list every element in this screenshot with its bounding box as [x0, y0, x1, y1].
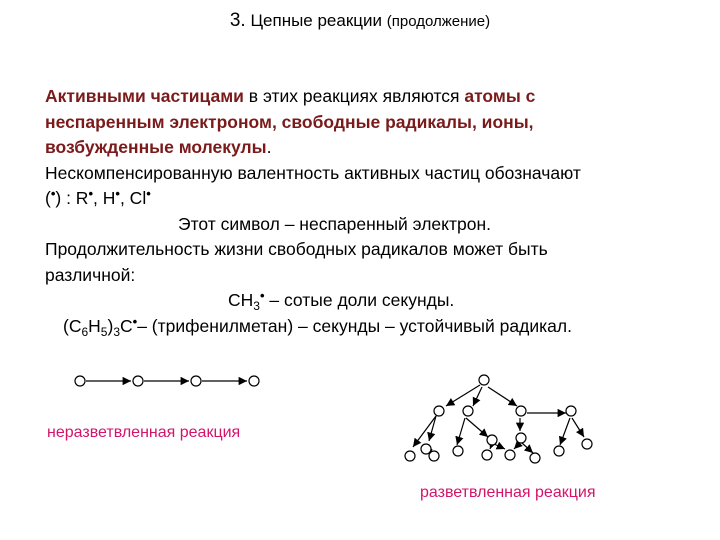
- caption-unbranched-reaction: неразветвленная реакция: [47, 424, 241, 441]
- tree-node: [482, 450, 492, 460]
- radical-dot: •: [50, 186, 56, 201]
- term-atoms: атомы с: [464, 86, 536, 106]
- tree-node: [516, 406, 526, 416]
- title-number: 3.: [229, 10, 246, 31]
- tree-node: [554, 446, 564, 456]
- radical-dot-cl: •: [146, 186, 151, 201]
- text-cl: , Cl: [119, 188, 147, 208]
- text-ch3-rest: – сотые доли секунды.: [264, 290, 455, 310]
- branched-chain-diagram: [405, 375, 592, 463]
- tree-edge: [413, 416, 436, 447]
- line-4: Нескомпенсированную валентность активных частиц обозначают: [45, 162, 581, 183]
- text-l3-end: .: [266, 137, 272, 157]
- tree-edge: [560, 418, 570, 445]
- unbranched-chain-diagram: [75, 376, 259, 386]
- caption-branched-reaction: разветвленная реакция: [420, 484, 596, 501]
- formula-sub5: 5: [100, 324, 108, 339]
- chain-node-4: [249, 376, 259, 386]
- radical-dot-trif: •: [132, 313, 138, 329]
- tree-node: [566, 406, 576, 416]
- line-2: неспаренным электроном, свободные радикалы, ионы,: [45, 111, 534, 132]
- title-sub: (продолжение): [386, 13, 491, 30]
- term-active-particles: Активными частицами: [45, 86, 244, 106]
- tree-edge: [514, 443, 520, 449]
- tree-node: [405, 451, 415, 461]
- line-8: различной:: [45, 264, 136, 285]
- tree-node: [434, 406, 444, 416]
- radical-dot-ch3: •: [259, 288, 265, 303]
- tree-edge: [473, 387, 482, 406]
- title-main: Цепные реакции: [250, 11, 383, 30]
- tree-node: [582, 439, 592, 449]
- tree-node: [505, 450, 515, 460]
- text-l1b: в этих реакциях являются: [243, 86, 465, 106]
- formula-h: H: [88, 315, 101, 336]
- text-trif-rest: – (трифенилметан) – секунды – устойчивый радикал.: [137, 315, 572, 336]
- formula-sub3: 3: [253, 299, 260, 313]
- tree-node: [530, 453, 540, 463]
- text-r: ) : R: [55, 188, 89, 208]
- radical-dot-h: •: [115, 186, 120, 201]
- tree-root-node: [479, 375, 489, 385]
- formula-ch: CH: [228, 290, 254, 310]
- tree-node: [487, 435, 497, 445]
- formula-sub3b: 3: [113, 324, 120, 339]
- tree-edge: [466, 418, 488, 437]
- tree-node: [516, 433, 526, 443]
- text-paren-open: (: [45, 188, 51, 208]
- formula-sub6: 6: [81, 324, 89, 339]
- line-7: Продолжительность жизни свободных радикалов может быть: [45, 239, 548, 259]
- tree-node: [463, 406, 473, 416]
- tree-node: [421, 444, 431, 454]
- formula-c-open: (C: [63, 315, 82, 336]
- radical-dot-r: •: [88, 186, 94, 201]
- tree-edge: [572, 418, 584, 437]
- chain-node-1: [75, 376, 85, 386]
- formula-close: ): [107, 315, 114, 336]
- term-excited: возбужденные молекулы: [45, 137, 267, 157]
- tree-edge: [522, 443, 533, 453]
- text-h: , H: [93, 188, 116, 208]
- tree-edge: [494, 444, 505, 449]
- tree-edge: [488, 387, 517, 406]
- chain-node-2: [133, 376, 143, 386]
- tree-node: [453, 446, 463, 456]
- tree-edge: [457, 418, 465, 445]
- tree-node: [429, 451, 439, 461]
- formula-c: C: [120, 315, 133, 336]
- chain-node-3: [191, 376, 201, 386]
- line-6: Этот символ – неспаренный электрон.: [178, 213, 492, 234]
